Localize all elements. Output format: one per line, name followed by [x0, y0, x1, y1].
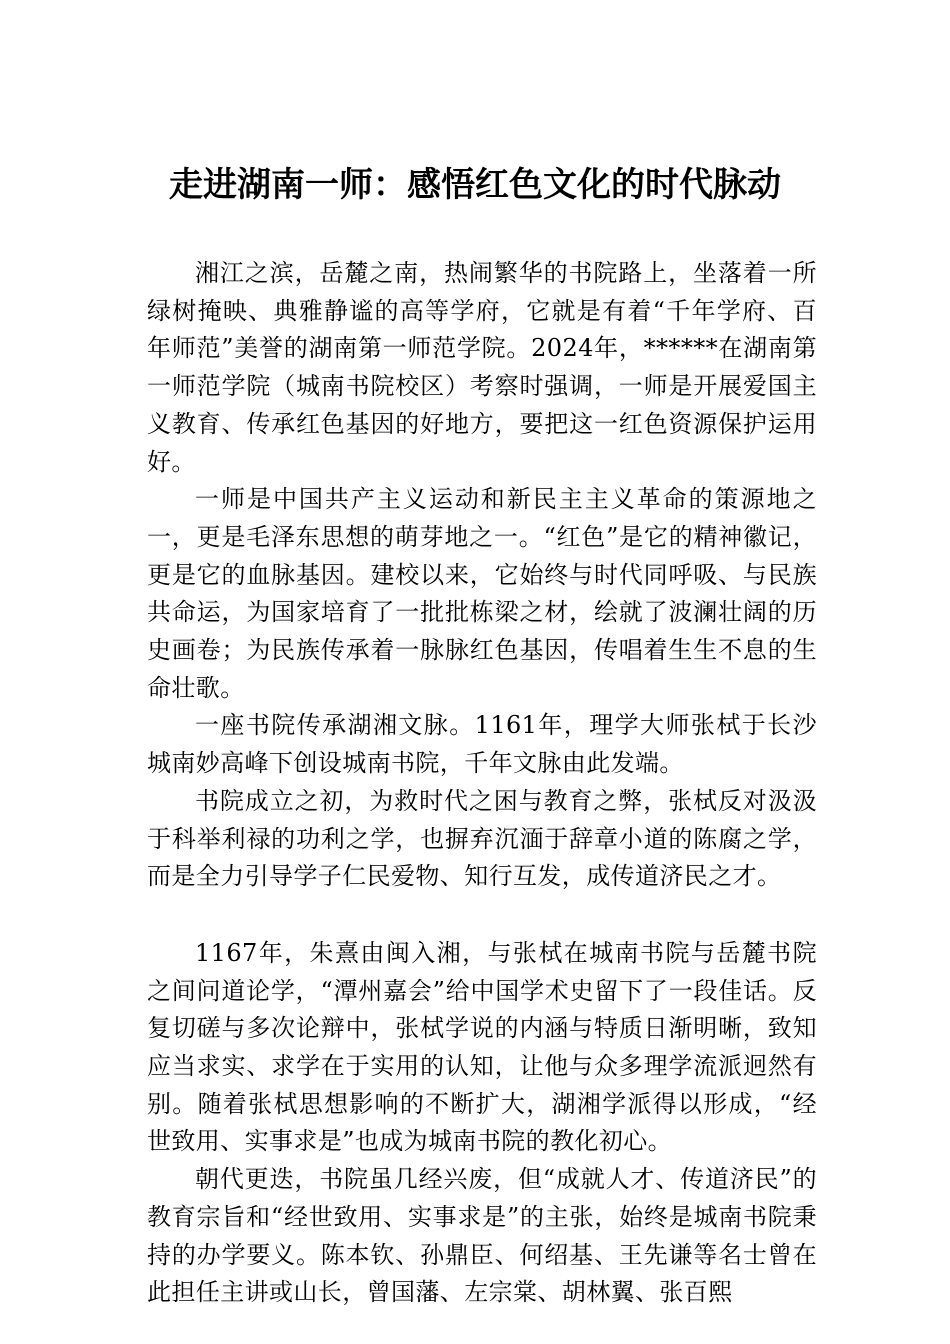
paragraph: 书院成立之初，为救时代之困与教育之弊，张栻反对汲汲于科举利禄的功利之学，也摒弃沉湎于辞章小道的陈腐之学，而是全力引导学子仁民爱物、知行互发，成传道济民之才。 — [147, 786, 817, 891]
paragraph-spacer — [147, 896, 817, 935]
paragraph: 一师是中国共产主义运动和新民主主义革命的策源地之一，更是毛泽东思想的萌芽地之一。“红色”是它的精神徽记，更是它的血脉基因。建校以来，它始终与时代同呼吸、与民族共命运，为国家培育了一批批栋梁之材，绘就了波澜壮阔的历史画卷；为民族传承着一脉脉红色基因，传唱着生生不息的生命壮歌。 — [147, 485, 817, 702]
document-title: 走进湖南一师：感悟红色文化的时代脉动 — [169, 165, 781, 205]
paragraph: 湘江之滨，岳麓之南，热闹繁华的书院路上，坐落着一所绿树掩映、典雅静谧的高等学府，它就是有着“千年学府、百年师范”美誉的湖南第一师范学院。2024年，******在湖南第一师范学院（城南书院校区）考察时强调，一师是开展爱国主义教育、传承红色基因的好地方，要把这一红色资源保护运用好。 — [147, 259, 817, 476]
document-body — [147, 255, 817, 1312]
paragraph: 1167年，朱熹由闽入湘，与张栻在城南书院与岳麓书院之间问道论学，“潭州嘉会”给中国学术史留下了一段佳话。反复切磋与多次论辩中，张栻学说的内涵与特质日渐明晰，致知应当求实、求学在于实用的认知，让他与众多理学流派迥然有别。随着张栻思想影响的不断扩大，湖湘学派得以形成，“经世致用、实事求是”也成为城南书院的教化初心。 — [147, 938, 817, 1156]
paragraph: 朝代更迭，书院虽几经兴废，但“成就人才、传道济民”的教育宗旨和“经世致用、实事求是”的主张，始终是城南书院秉持的办学要义。陈本钦、孙鼎臣、何绍基、王先谦等名士曾在此担任主讲或山长，曾国藩、左宗棠、胡林翼、张百熙 — [147, 1165, 817, 1307]
paragraph: 一座书院传承湖湘文脉。1161年，理学大师张栻于长沙城南妙高峰下创设城南书院，千年文脉由此发端。 — [147, 711, 817, 778]
